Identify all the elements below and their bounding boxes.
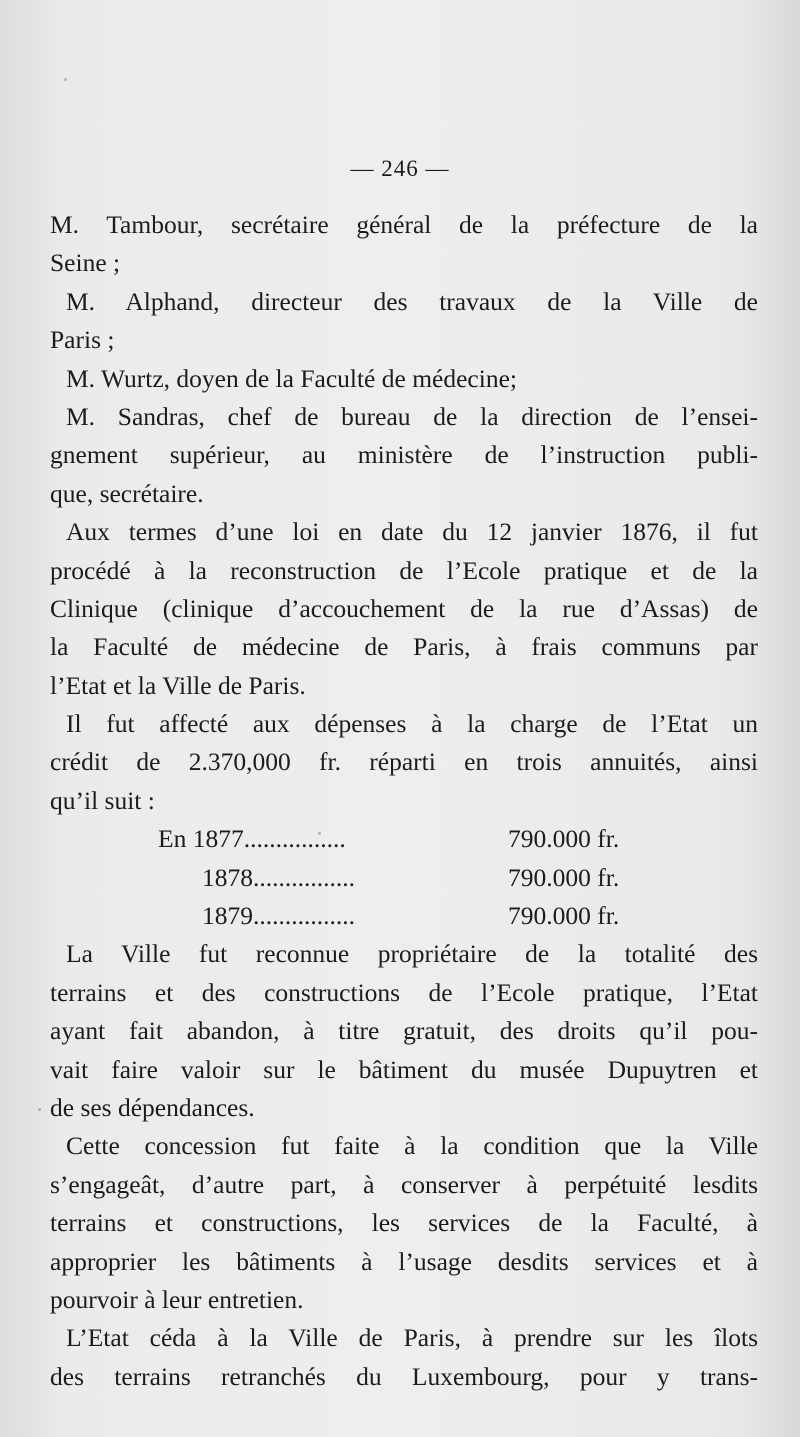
text-line: La Ville fut reconnue propriétaire de la totalité des bbox=[66, 939, 758, 969]
text-line: gnement supérieur, au ministère de l’instruction publi- bbox=[50, 440, 758, 470]
text-line: Seine ; bbox=[50, 248, 121, 278]
table-amount: 790.000 fr. bbox=[508, 901, 620, 931]
paper-speck bbox=[38, 1108, 41, 1111]
text-line: approprier les bâtiments à l’usage desdits services et à bbox=[50, 1246, 758, 1276]
text-line: Paris ; bbox=[50, 325, 115, 355]
table-year-label: En 1877................ bbox=[158, 824, 346, 854]
text-line: M. Tambour, secrétaire général de la préfecture de la bbox=[50, 210, 758, 239]
text-line: Clinique (clinique d’accouchement de la rue d’Assas) de bbox=[50, 593, 758, 623]
paper-speck bbox=[64, 78, 67, 81]
text-line: des terrains retranchés du Luxembourg, pour y trans- bbox=[50, 1361, 758, 1391]
text-line: Cette concession fut faite à la condition que la Ville bbox=[66, 1131, 758, 1161]
text-line: terrains et des constructions de l’Ecole pratique, l’Etat bbox=[50, 977, 758, 1007]
text-line: la Faculté de médecine de Paris, à frais communs par bbox=[50, 632, 758, 662]
text-line: qu’il suit : bbox=[50, 785, 155, 815]
text-line: Il fut affecté aux dépenses à la charge de l’Etat un bbox=[66, 709, 758, 739]
text-line: Aux termes d’une loi en date du 12 janvier 1876, il fut bbox=[66, 517, 758, 547]
text-line: que, secrétaire. bbox=[50, 478, 204, 508]
text-line: procédé à la reconstruction de l’Ecole pratique et de la bbox=[50, 555, 758, 585]
table-year-label: 1878................ bbox=[202, 862, 355, 892]
table-row bbox=[50, 897, 758, 935]
text-line: crédit de 2.370,000 fr. réparti en trois annuités, ainsi bbox=[50, 747, 758, 777]
table-amount: 790.000 fr. bbox=[508, 862, 620, 892]
table-row bbox=[50, 859, 758, 897]
text-line: de ses dépendances. bbox=[50, 1092, 255, 1122]
text-line: M. Alphand, directeur des travaux de la Ville de bbox=[66, 286, 758, 316]
page-body bbox=[50, 206, 758, 1396]
table-year-label: 1879................ bbox=[202, 901, 355, 931]
text-line: terrains et constructions, les services de la Faculté, à bbox=[50, 1208, 758, 1238]
page-number: — 246 — bbox=[350, 156, 450, 181]
text-line: M. Sandras, chef de bureau de la direction de l’ensei- bbox=[66, 401, 758, 431]
text-line: L’Etat céda à la Ville de Paris, à prendre sur les îlots bbox=[66, 1323, 758, 1353]
text-line: s’engageât, d’autre part, à conserver à perpétuité lesdits bbox=[50, 1169, 758, 1199]
text-line: M. Wurtz, doyen de la Faculté de médecine; bbox=[66, 363, 517, 393]
table-amount: 790.000 fr. bbox=[508, 824, 620, 854]
text-line: pourvoir à leur entretien. bbox=[50, 1284, 304, 1314]
text-line: vait faire valoir sur le bâtiment du musée Dupuytren et bbox=[50, 1054, 758, 1084]
text-line: ayant fait abandon, à titre gratuit, des droits qu’il pou- bbox=[50, 1016, 758, 1046]
table-row bbox=[50, 820, 758, 858]
text-line: l’Etat et la Ville de Paris. bbox=[50, 670, 306, 700]
